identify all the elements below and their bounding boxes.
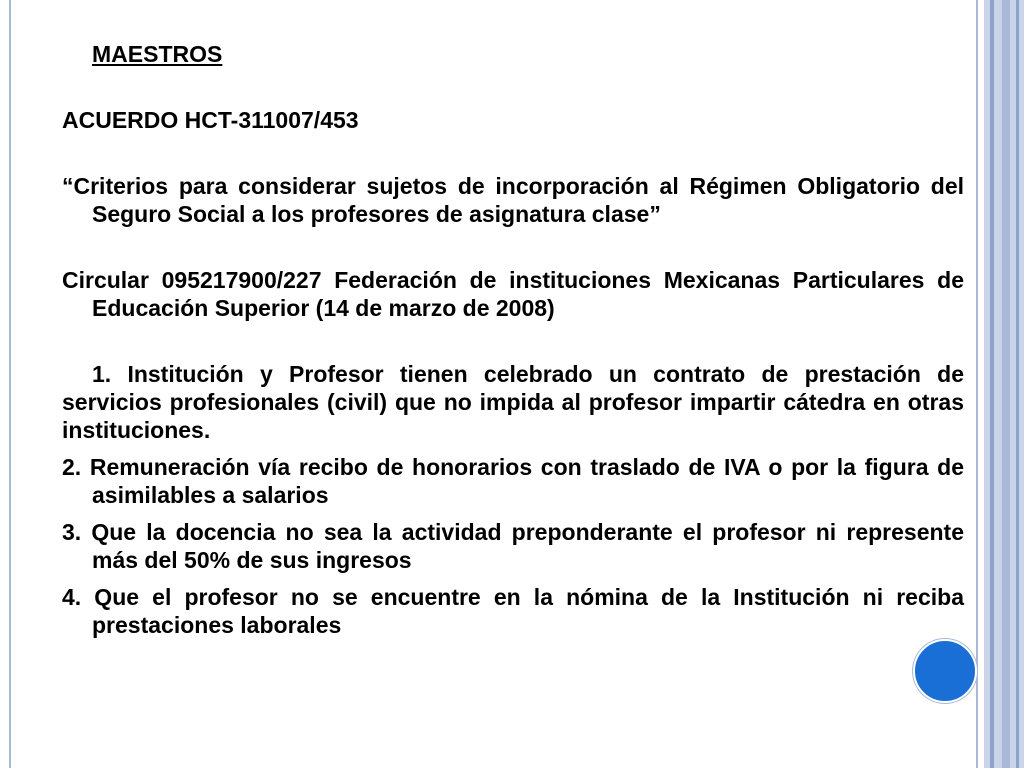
slide-heading: MAESTROS bbox=[92, 41, 223, 67]
criteria-item-4: 4. Que el profesor no se encuentre en la nómina de la Institución ni reciba prestaciones laborales bbox=[62, 584, 964, 638]
slide-body bbox=[62, 40, 964, 648]
criteria-item-2: 2. Remuneración vía recibo de honorarios con traslado de IVA o por la figura de asimilables a salarios bbox=[62, 454, 964, 508]
criteria-item-1: 1. Institución y Profesor tienen celebrado un contrato de prestación de servicios profesionales (civil) que no impida al profesor impartir cátedra en otras instituciones. bbox=[62, 361, 964, 443]
decorative-circle bbox=[913, 639, 977, 703]
right-border-line bbox=[976, 0, 978, 768]
criteria-item-3: 3. Que la docencia no sea la actividad preponderante el profesor ni represente más del 50% de sus ingresos bbox=[62, 519, 964, 573]
left-border-line bbox=[9, 0, 11, 768]
criteria-title: “Criterios para considerar sujetos de incorporación al Régimen Obligatorio del Seguro Social a los profesores de asignatura clase” bbox=[62, 173, 964, 227]
right-border-stripe bbox=[990, 0, 994, 768]
right-border-stripe bbox=[1016, 0, 1019, 768]
circular-reference: Circular 095217900/227 Federación de instituciones Mexicanas Particulares de Educación Superior (14 de marzo de 2008) bbox=[62, 267, 964, 321]
agreement-reference: ACUERDO HCT-311007/453 bbox=[62, 107, 359, 133]
right-border-stripe bbox=[1002, 0, 1010, 768]
